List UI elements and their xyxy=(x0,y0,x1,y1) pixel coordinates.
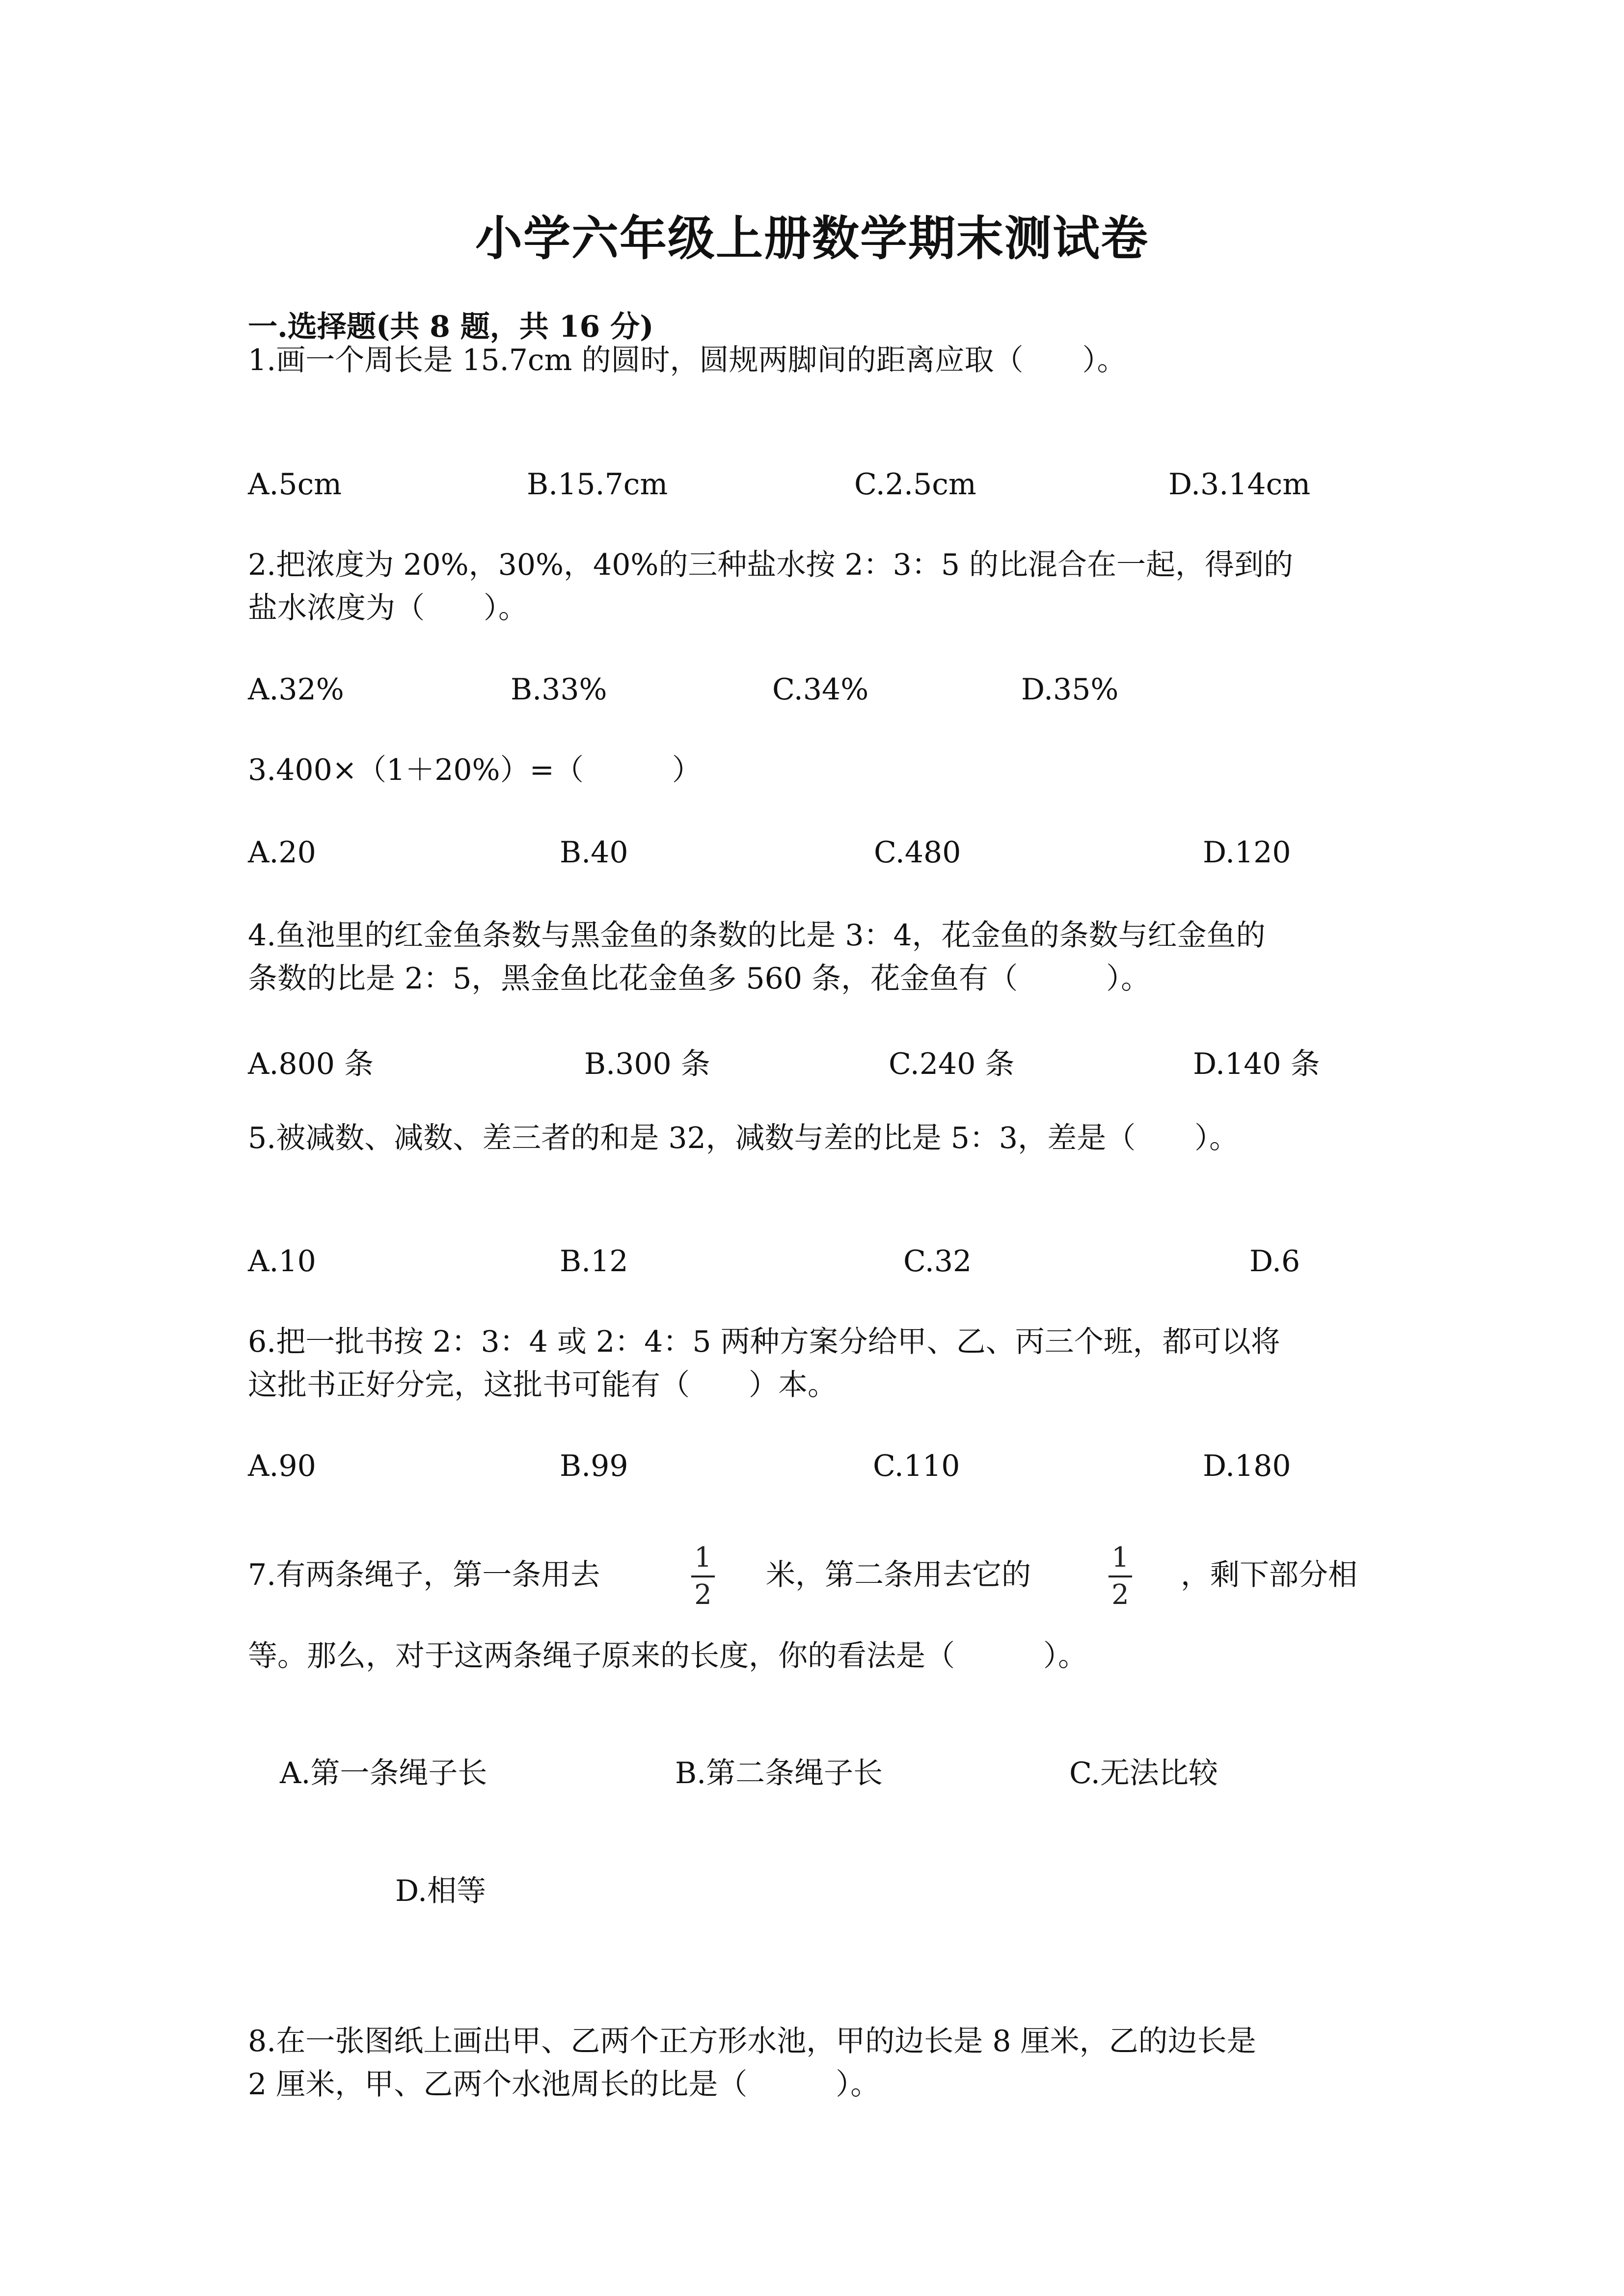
question-4-option-b[interactable]: B.300 条 xyxy=(584,1047,710,1081)
question-8-line-2: 2 厘米，甲、乙两个水池周长的比是（ ）。 xyxy=(248,2067,880,2102)
question-5-option-c[interactable]: C.32 xyxy=(903,1244,972,1279)
question-7-option-c[interactable]: C.无法比较 xyxy=(1069,1756,1218,1790)
question-7-option-d[interactable]: D.相等 xyxy=(395,1874,487,1908)
question-6-line-1: 6.把一批书按 2：3：4 或 2：4：5 两种方案分给甲、乙、丙三个班，都可以将 xyxy=(248,1325,1280,1359)
question-1-option-b[interactable]: B.15.7cm xyxy=(527,467,668,502)
question-2-option-b[interactable]: B.33% xyxy=(511,672,607,707)
fraction-denominator: 2 xyxy=(1111,1579,1129,1611)
question-5-line-1: 5.被减数、减数、差三者的和是 32，减数与差的比是 5：3，差是（ ）。 xyxy=(248,1121,1239,1155)
question-1-line-1: 1.画一个周长是 15.7cm 的圆时，圆规两脚间的距离应取（ ）。 xyxy=(248,343,1127,377)
question-6-option-c[interactable]: C.110 xyxy=(873,1449,960,1483)
question-6-option-a[interactable]: A.90 xyxy=(248,1449,316,1483)
question-6-option-b[interactable]: B.99 xyxy=(560,1449,628,1483)
question-2-option-a[interactable]: A.32% xyxy=(248,672,344,707)
question-5-option-d[interactable]: D.6 xyxy=(1249,1244,1300,1279)
question-7-option-b[interactable]: B.第二条绳子长 xyxy=(675,1756,883,1790)
question-2-option-c[interactable]: C.34% xyxy=(772,672,869,707)
question-1-option-c[interactable]: C.2.5cm xyxy=(854,467,976,502)
question-7-option-a[interactable]: A.第一条绳子长 xyxy=(280,1756,487,1790)
question-5-option-a[interactable]: A.10 xyxy=(248,1244,316,1279)
fraction-bar xyxy=(1109,1575,1132,1577)
fraction-denominator: 2 xyxy=(694,1579,712,1611)
fraction-one-half-1 xyxy=(688,1542,718,1611)
question-3-option-c[interactable]: C.480 xyxy=(874,835,961,870)
question-6-line-2: 这批书正好分完，这批书可能有（ ）本。 xyxy=(248,1368,837,1402)
fraction-one-half-2 xyxy=(1106,1542,1135,1611)
question-4-line-2: 条数的比是 2：5，黑金鱼比花金鱼多 560 条，花金鱼有（ ）。 xyxy=(248,961,1151,996)
question-2-option-d[interactable]: D.35% xyxy=(1021,672,1119,707)
question-4-option-a[interactable]: A.800 条 xyxy=(248,1047,374,1081)
fraction-bar xyxy=(691,1575,715,1577)
question-4-option-c[interactable]: C.240 条 xyxy=(889,1047,1015,1081)
question-3-option-a[interactable]: A.20 xyxy=(248,835,316,870)
question-7-part-3: ，剩下部分相 xyxy=(1181,1558,1357,1592)
question-3-option-b[interactable]: B.40 xyxy=(560,835,628,870)
question-1-option-d[interactable]: D.3.14cm xyxy=(1168,467,1311,502)
question-2-line-1: 2.把浓度为 20%，30%，40%的三种盐水按 2：3：5 的比混合在一起，得到的 xyxy=(248,548,1294,582)
question-4-option-d[interactable]: D.140 条 xyxy=(1193,1047,1320,1081)
question-7-line-2: 等。那么，对于这两条绳子原来的长度，你的看法是（ ）。 xyxy=(248,1639,1087,1673)
question-3-option-d[interactable]: D.120 xyxy=(1203,835,1291,870)
fraction-numerator: 1 xyxy=(694,1542,712,1574)
question-5-option-b[interactable]: B.12 xyxy=(560,1244,628,1279)
question-2-line-2: 盐水浓度为（ ）。 xyxy=(248,591,528,625)
question-1-option-a[interactable]: A.5cm xyxy=(248,467,342,502)
question-3-line-1: 3.400×（1＋20%）=（ ） xyxy=(248,753,702,787)
question-7-part-1: 7.有两条绳子，第一条用去 xyxy=(248,1558,600,1592)
question-7-part-2: 米，第二条用去它的 xyxy=(766,1558,1031,1592)
fraction-numerator: 1 xyxy=(1111,1542,1129,1574)
question-8-line-1: 8.在一张图纸上画出甲、乙两个正方形水池，甲的边长是 8 厘米，乙的边长是 xyxy=(248,2024,1256,2058)
page-title: 小学六年级上册数学期末测试卷 xyxy=(475,211,1149,266)
question-6-option-d[interactable]: D.180 xyxy=(1203,1449,1291,1483)
section-heading: 一.选择题(共 8 题，共 16 分) xyxy=(248,310,654,344)
question-4-line-1: 4.鱼池里的红金鱼条数与黑金鱼的条数的比是 3：4，花金鱼的条数与红金鱼的 xyxy=(248,918,1266,953)
